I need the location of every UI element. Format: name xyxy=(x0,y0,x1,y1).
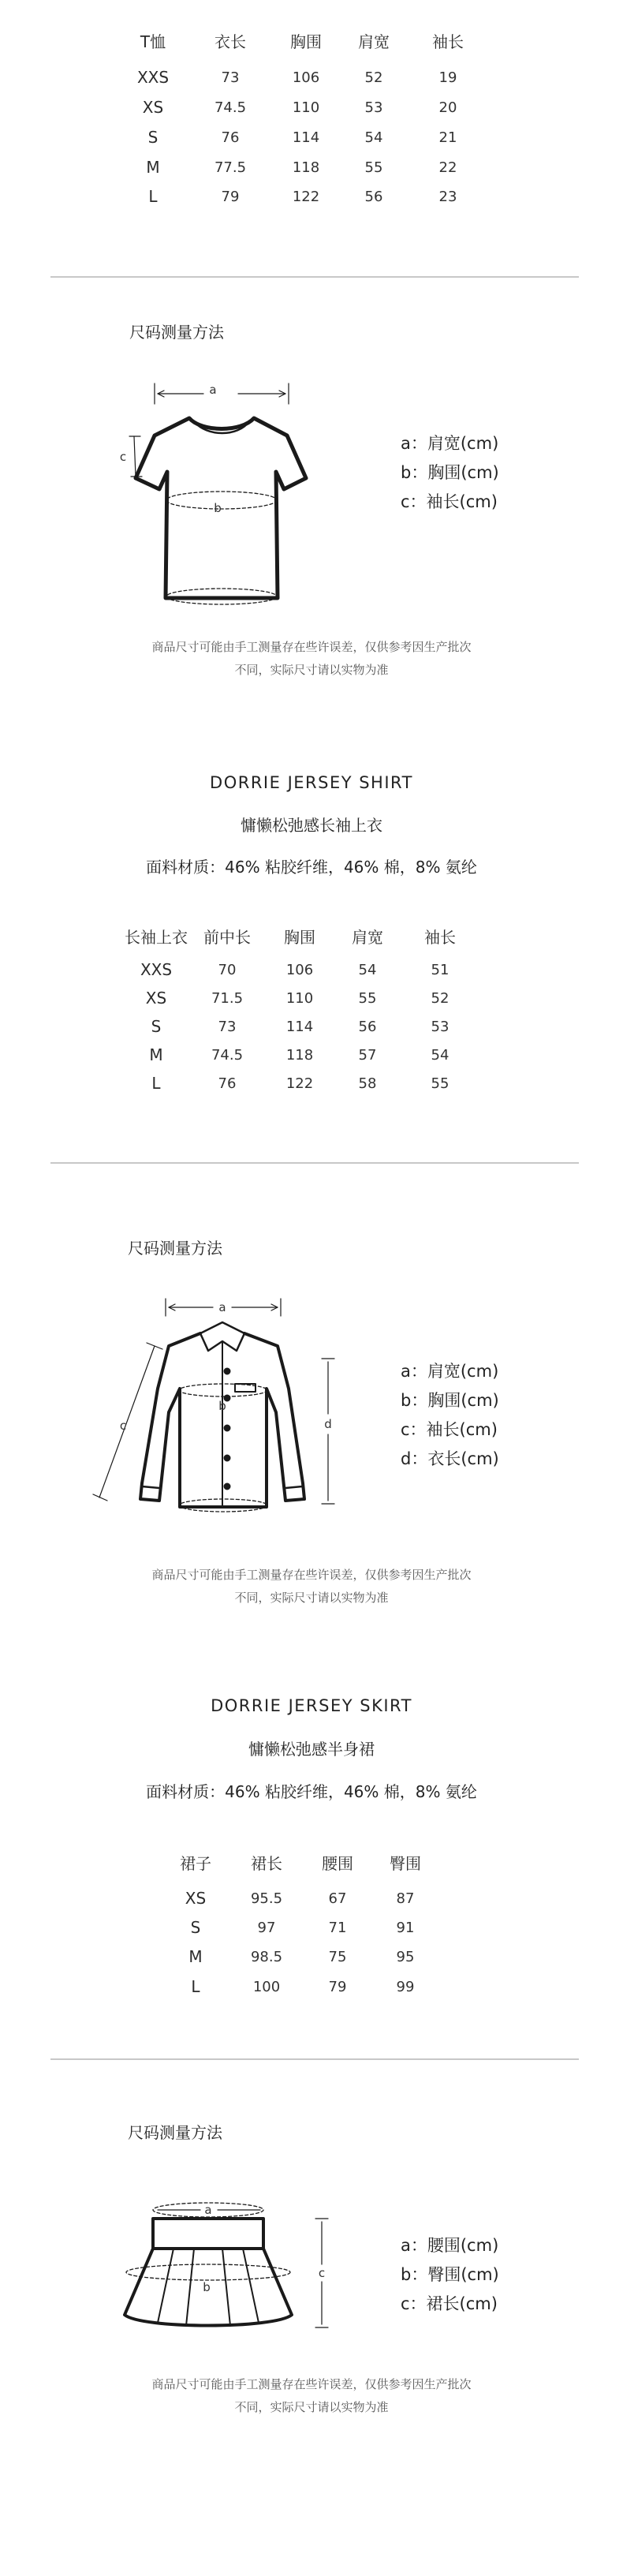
legend-item: a：肩宽(cm) xyxy=(401,434,499,453)
diagram-letter-a: a xyxy=(204,2203,212,2217)
product-title-en: DORRIE JERSEY SKIRT xyxy=(211,1696,412,1715)
table-cell: 52 xyxy=(431,990,450,1007)
table-cell: 79 xyxy=(328,1979,347,1995)
table-cell: 95.5 xyxy=(250,1890,283,1907)
table-cell: 91 xyxy=(396,1920,415,1936)
legend-item: b：胸围(cm) xyxy=(401,1391,499,1410)
table-cell: M xyxy=(146,158,160,177)
table-header: 裙子 xyxy=(180,1854,211,1873)
table-header: 臀围 xyxy=(390,1854,421,1873)
table-cell: 20 xyxy=(438,99,457,116)
table-header: 肩宽 xyxy=(358,32,390,51)
table-header: 腰围 xyxy=(322,1854,353,1873)
table-cell: M xyxy=(188,1947,203,1966)
table-cell: XXS xyxy=(140,960,173,979)
table-cell: 100 xyxy=(252,1979,281,1995)
product-title-cn: 慵懒松弛感半身裙 xyxy=(248,1740,375,1759)
table-cell: 122 xyxy=(292,189,320,205)
table-cell: 114 xyxy=(292,129,320,146)
diagram-letter-b: b xyxy=(203,2280,211,2294)
table-cell: XS xyxy=(145,989,167,1008)
table-cell: L xyxy=(191,1977,200,1996)
table-cell: 114 xyxy=(285,1019,314,1035)
table-cell: 71.5 xyxy=(211,990,244,1007)
legend-item: b：胸围(cm) xyxy=(401,463,499,482)
table-cell: 53 xyxy=(364,99,383,116)
table-cell: 122 xyxy=(285,1075,314,1092)
table-cell: 52 xyxy=(364,69,383,86)
table-header: 长袖上衣 xyxy=(125,928,188,947)
table-header: 前中长 xyxy=(203,928,251,947)
diagram-letter-b: b xyxy=(214,501,222,515)
table-cell: 56 xyxy=(364,189,383,205)
legend-item: c：袖长(cm) xyxy=(401,492,498,511)
table-cell: 55 xyxy=(364,159,383,176)
fabric-composition: 面料材质：46% 粘胶纤维，46% 棉，8% 氨纶 xyxy=(146,858,477,877)
diagram-letter-b: b xyxy=(218,1399,226,1413)
table-cell: 97 xyxy=(257,1920,276,1936)
diagram-letter-c: c xyxy=(119,1419,127,1433)
table-cell: 57 xyxy=(358,1047,377,1064)
table-cell: 55 xyxy=(431,1075,450,1092)
table-header: 衣长 xyxy=(215,32,246,51)
table-cell: 73 xyxy=(218,1019,237,1035)
measure-method-label: 尺码测量方法 xyxy=(128,1239,222,1258)
table-cell: 118 xyxy=(292,159,320,176)
table-cell: 118 xyxy=(285,1047,314,1064)
measurement-note xyxy=(0,2373,623,2419)
note-line: 商品尺寸可能由手工测量存在些许误差，仅供参考因生产批次 xyxy=(151,1568,472,1582)
table-cell: L xyxy=(151,1074,161,1093)
table-cell: 76 xyxy=(221,129,240,146)
legend-item: a：肩宽(cm) xyxy=(401,1362,499,1381)
table-header: 袖长 xyxy=(432,32,464,51)
table-cell: 98.5 xyxy=(250,1949,283,1965)
table-cell: 76 xyxy=(218,1075,237,1092)
table-cell: 70 xyxy=(218,962,237,978)
table-header: T恤 xyxy=(140,32,166,51)
legend-item: a：腰围(cm) xyxy=(401,2236,499,2255)
note-line: 不同，实际尺寸请以实物为准 xyxy=(234,663,389,677)
table-cell: 19 xyxy=(438,69,457,86)
table-cell: XXS xyxy=(136,68,170,87)
table-cell: S xyxy=(151,1017,162,1036)
diagram-letter-c: c xyxy=(318,2266,326,2280)
legend-item: c：裙长(cm) xyxy=(401,2294,498,2313)
table-header: 胸围 xyxy=(284,928,315,947)
table-cell: 79 xyxy=(221,189,240,205)
table-cell: 74.5 xyxy=(211,1047,244,1064)
product-title-en: DORRIE JERSEY SHIRT xyxy=(210,773,413,792)
table-cell: XS xyxy=(185,1889,207,1908)
table-cell: 54 xyxy=(364,129,383,146)
table-cell: 51 xyxy=(431,962,450,978)
table-cell: 74.5 xyxy=(214,99,247,116)
note-line: 商品尺寸可能由手工测量存在些许误差，仅供参考因生产批次 xyxy=(151,640,472,654)
measure-method-label: 尺码测量方法 xyxy=(129,323,224,342)
fabric-composition: 面料材质：46% 粘胶纤维，46% 棉，8% 氨纶 xyxy=(146,1782,477,1801)
table-cell: 110 xyxy=(285,990,314,1007)
table-cell: 75 xyxy=(328,1949,347,1965)
note-line: 商品尺寸可能由手工测量存在些许误差，仅供参考因生产批次 xyxy=(151,2377,472,2391)
table-cell: 58 xyxy=(358,1075,377,1092)
legend-item: c：袖长(cm) xyxy=(401,1420,498,1439)
table-cell: 106 xyxy=(292,69,320,86)
table-cell: XS xyxy=(142,98,164,117)
table-cell: S xyxy=(190,1918,201,1937)
diagram-letter-a: a xyxy=(209,383,217,397)
table-cell: M xyxy=(149,1045,163,1064)
table-cell: 23 xyxy=(438,189,457,205)
table-cell: 67 xyxy=(328,1890,347,1907)
table-cell: 110 xyxy=(292,99,320,116)
table-cell: 77.5 xyxy=(214,159,247,176)
table-cell: 22 xyxy=(438,159,457,176)
table-header: 胸围 xyxy=(290,32,322,51)
table-cell: 95 xyxy=(396,1949,415,1965)
table-header: 袖长 xyxy=(424,928,456,947)
table-header: 裙长 xyxy=(251,1854,282,1873)
table-cell: 71 xyxy=(328,1920,347,1936)
table-cell: S xyxy=(147,128,159,147)
table-header: 肩宽 xyxy=(352,928,383,947)
note-line: 不同，实际尺寸请以实物为准 xyxy=(234,1591,389,1605)
table-cell: 21 xyxy=(438,129,457,146)
product-title-cn: 慵懒松弛感长袖上衣 xyxy=(241,816,382,835)
table-cell: 73 xyxy=(221,69,240,86)
legend-item: d：衣长(cm) xyxy=(401,1449,499,1468)
table-cell: 53 xyxy=(431,1019,450,1035)
table-cell: 106 xyxy=(285,962,314,978)
measure-method-label: 尺码测量方法 xyxy=(128,2123,222,2142)
table-cell: 87 xyxy=(396,1890,415,1907)
table-cell: 54 xyxy=(358,962,377,978)
table-cell: 56 xyxy=(358,1019,377,1035)
legend-item: b：臀围(cm) xyxy=(401,2265,499,2284)
diagram-letter-a: a xyxy=(218,1300,226,1314)
table-cell: 99 xyxy=(396,1979,415,1995)
diagram-letter-c: c xyxy=(119,450,127,464)
table-cell: L xyxy=(148,187,158,206)
note-line: 不同，实际尺寸请以实物为准 xyxy=(234,2400,389,2414)
table-cell: 54 xyxy=(431,1047,450,1064)
table-cell: 55 xyxy=(358,990,377,1007)
diagram-letter-d: d xyxy=(324,1417,332,1431)
